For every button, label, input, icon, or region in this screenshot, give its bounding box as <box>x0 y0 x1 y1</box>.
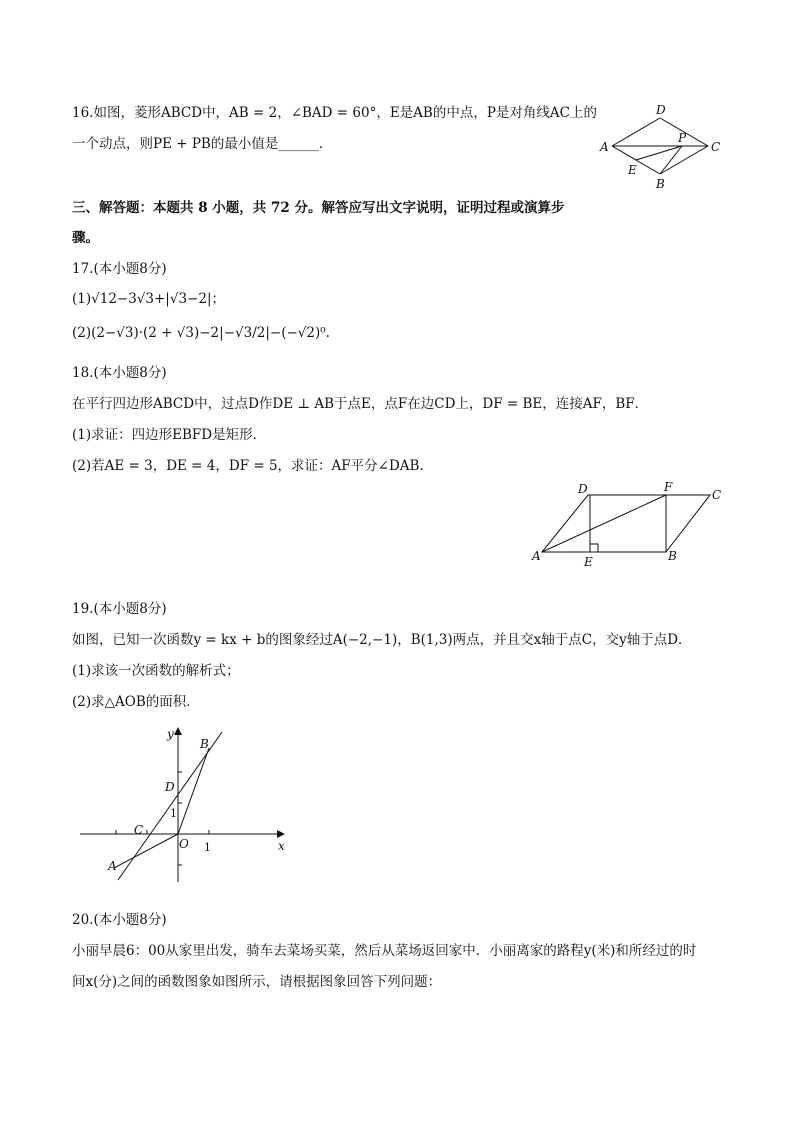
q20-line2: 间x(分)之间的函数图象如图所示，请根据图象回答下列问题： <box>72 974 442 990</box>
label-e: E <box>628 163 637 177</box>
q17-title: 17.(本小题8分) <box>72 261 167 277</box>
label-one-x: 1 <box>204 841 211 854</box>
label-b: B <box>668 549 677 563</box>
label-a: A <box>600 140 609 154</box>
segment-pe <box>636 146 682 160</box>
q17-part1: (1)√12−3√3+|√3−2|； <box>72 291 225 307</box>
q19-part1: (1)求该一次函数的解析式； <box>72 663 240 679</box>
label-a: A <box>532 549 541 563</box>
rhombus-figure <box>594 100 730 192</box>
q18-title: 18.(本小题8分) <box>72 365 167 381</box>
label-d: D <box>656 103 666 117</box>
label-d: D <box>578 482 588 496</box>
q16-line1: 16.如图，菱形ABCD中，AB = 2，∠BAD = 60°，E是AB的中点，P是对角线AC上的 <box>72 105 598 121</box>
label-d: D <box>165 780 175 794</box>
q16-line2: 一个动点，则PE + PB的最小值是______． <box>72 136 333 152</box>
label-c: C <box>134 823 144 837</box>
parallelogram-abcd <box>542 495 710 552</box>
label-y: y <box>167 727 174 741</box>
q18-stem: 在平行四边形ABCD中，过点D作DE ⊥ AB于点E，点F在边CD上，DF = BE，连接AF，BF． <box>72 396 649 412</box>
label-p: P <box>678 131 687 145</box>
section3-line1: 三、解答题：本题共 8 小题，共 72 分。解答应写出文字说明，证明过程或演算步 <box>72 200 565 216</box>
q17-part2: (2)(2−√3)·(2 + √3)−2|−√3/2|−(−√2)⁰. <box>72 325 330 341</box>
label-c: C <box>712 488 722 502</box>
segment-pb <box>660 146 682 174</box>
q20-line1: 小丽早晨6：00从家里出发，骑车去菜场买菜，然后从菜场返回家中．小丽离家的路程y(米)和所经过的时 <box>72 943 697 959</box>
q18-part1: (1)求证：四边形EBFD是矩形． <box>72 427 267 443</box>
q19-part2: (2)求△AOB的面积． <box>72 694 200 710</box>
linear-function-graph <box>76 724 292 886</box>
segment-af <box>542 495 666 552</box>
label-c: C <box>711 140 721 154</box>
label-o: O <box>179 837 189 851</box>
label-x: x <box>278 839 285 853</box>
parallelogram-figure <box>528 480 728 570</box>
label-one-y: 1 <box>170 807 177 820</box>
q18-part2: (2)若AE = 3，DE = 4，DF = 5，求证：AF平分∠DAB． <box>72 458 433 474</box>
segment-oa <box>114 834 178 868</box>
label-e: E <box>584 555 593 569</box>
section3-line2: 骤。 <box>72 230 99 246</box>
label-b: B <box>656 177 665 191</box>
label-b: B <box>200 737 209 751</box>
right-angle-mark <box>590 544 598 552</box>
label-a: A <box>108 859 117 873</box>
q19-stem: 如图，已知一次函数y = kx + b的图象经过A(−2,−1)，B(1,3)两点，并且交x轴于点C，交y轴于点D． <box>72 632 692 648</box>
q20-title: 20.(本小题8分) <box>72 912 167 928</box>
side-ad <box>612 118 660 146</box>
label-f: F <box>664 480 673 494</box>
q19-title: 19.(本小题8分) <box>72 601 167 617</box>
segment-ob <box>178 748 209 834</box>
